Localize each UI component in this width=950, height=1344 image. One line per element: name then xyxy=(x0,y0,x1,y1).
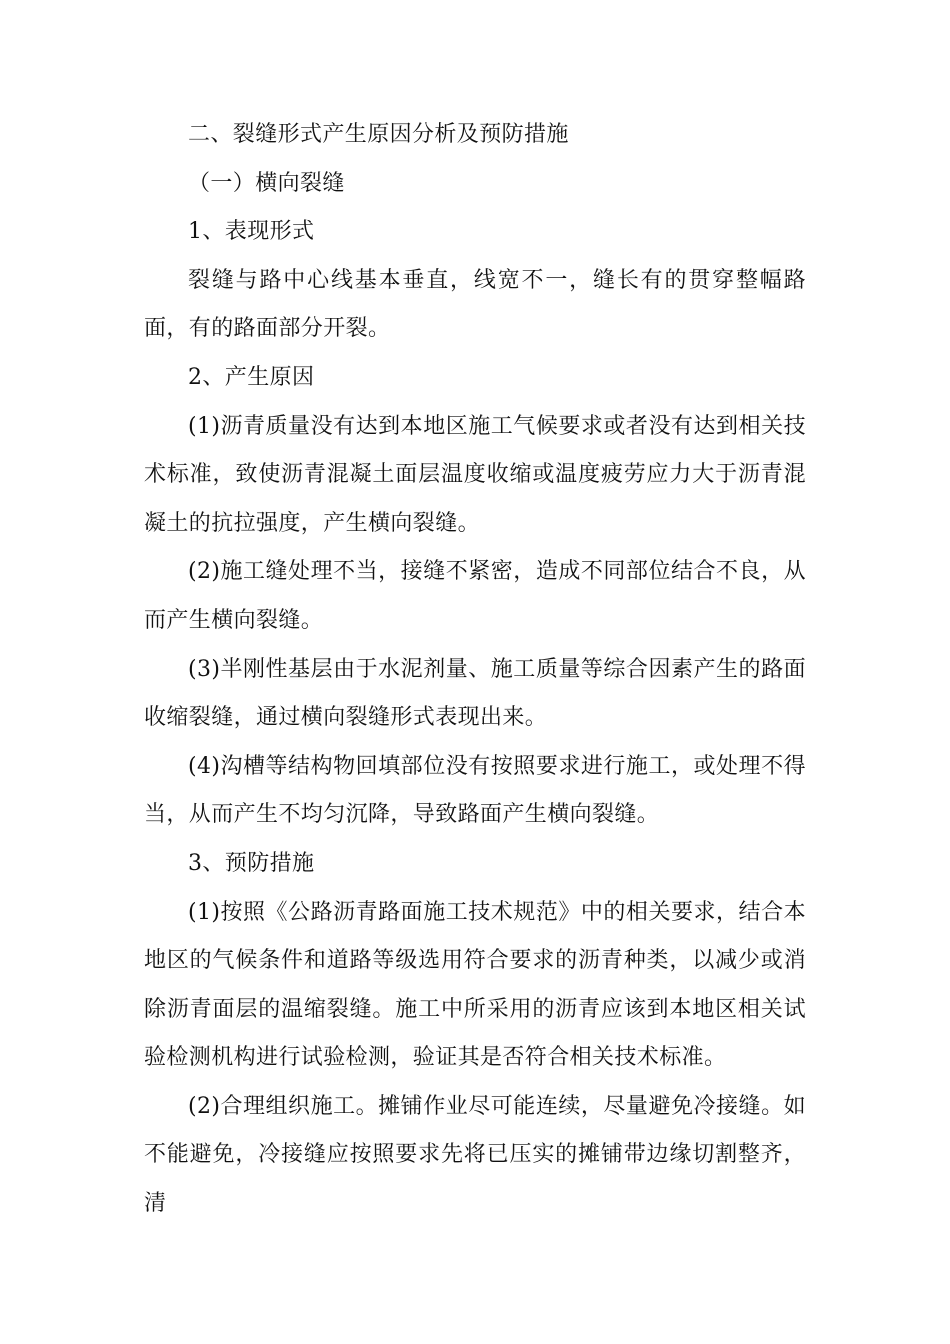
document-body xyxy=(144,111,806,1229)
paragraph-cause-1: (1)沥青质量没有达到本地区施工气候要求或者没有达到相关技术标准，致使沥青混凝土面层温度收缩或温度疲劳应力大于沥青混凝土的抗拉强度，产生横向裂缝。 xyxy=(144,413,806,536)
paragraph-cause-3: (3)半刚性基层由于水泥剂量、施工质量等综合因素产生的路面收缩裂缝，通过横向裂缝形式表现出来。 xyxy=(144,656,806,731)
paragraph-manifestation: 裂缝与路中心线基本垂直，线宽不一，缝长有的贯穿整幅路面，有的路面部分开裂。 xyxy=(144,267,806,342)
section-heading: 二、裂缝形式产生原因分析及预防措施 xyxy=(188,122,569,147)
paragraph-prevention-1: (1)按照《公路沥青路面施工技术规范》中的相关要求，结合本地区的气候条件和道路等级选用符合要求的沥青种类，以减少或消除沥青面层的温缩裂缝。施工中所采用的沥青应该到本地区相关试验检测机构进行试验检测，验证其是否符合相关技术标准。 xyxy=(144,899,806,1071)
paragraph-cause-4: (4)沟槽等结构物回填部位没有按照要求进行施工，或处理不得当，从而产生不均匀沉降，导致路面产生横向裂缝。 xyxy=(144,753,806,828)
item-heading-causes: 2、产生原因 xyxy=(188,364,315,390)
paragraph-prevention-2: (2)合理组织施工。摊铺作业尽可能连续，尽量避免冷接缝。如不能避免，冷接缝应按照要求先将已压实的摊铺带边缘切割整齐，清 xyxy=(144,1093,806,1217)
paragraph-cause-2: (2)施工缝处理不当，接缝不紧密，造成不同部位结合不良，从而产生横向裂缝。 xyxy=(144,559,806,633)
item-heading-manifestation: 1、表现形式 xyxy=(188,219,315,245)
item-heading-prevention: 3、预防措施 xyxy=(188,850,315,876)
subsection-heading: （一）横向裂缝 xyxy=(188,170,345,196)
